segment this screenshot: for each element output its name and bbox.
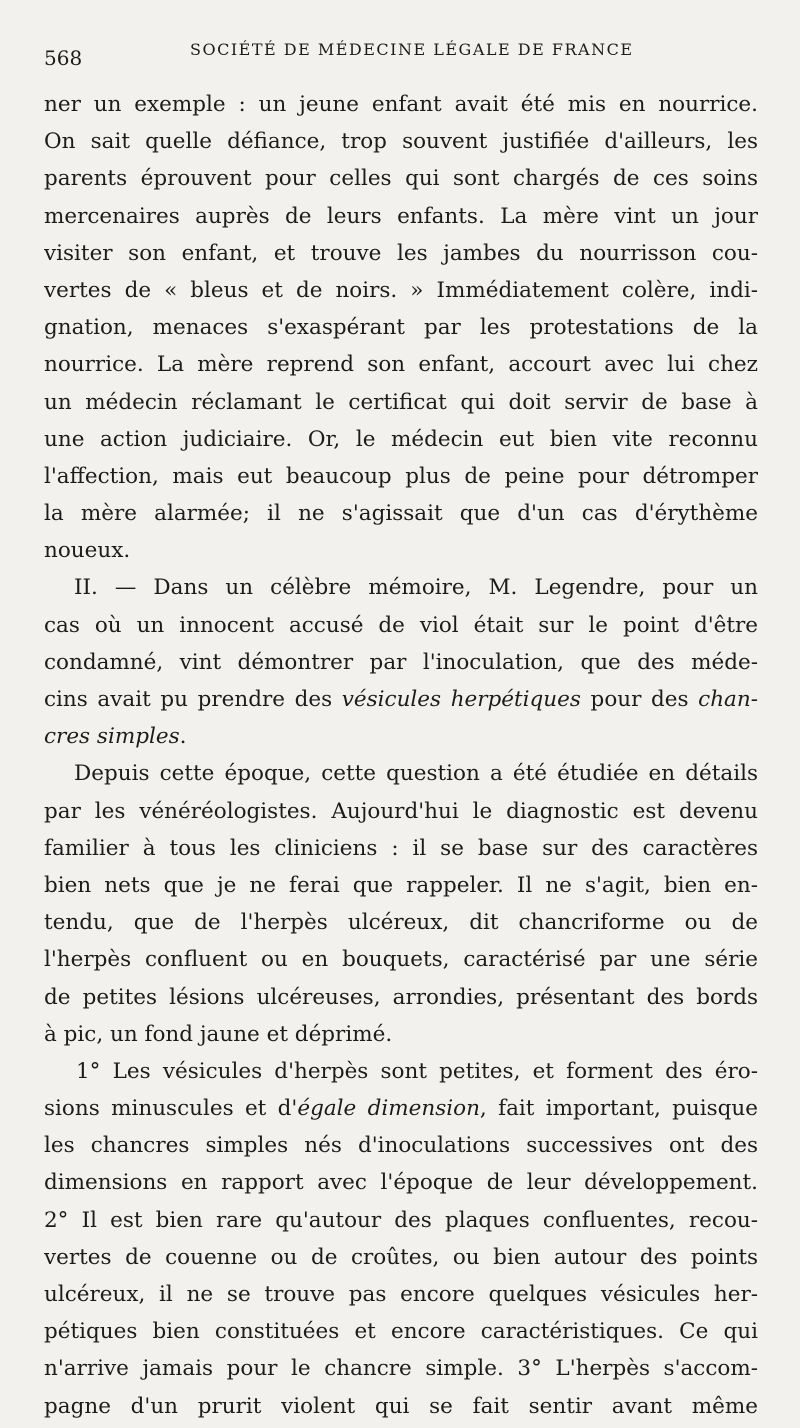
text-line bbox=[44, 1090, 758, 1127]
text-line: II. — Dans un célèbre mémoire, M. Legendre, pour un bbox=[74, 575, 758, 601]
text-line: Depuis cette époque, cette question a été étudiée en détails bbox=[74, 761, 758, 787]
text-line: mercenaires auprès de leurs enfants. La mère vint un jour bbox=[44, 203, 758, 229]
text-segment: . bbox=[179, 724, 187, 750]
text-line: n'arrive jamais pour le chancre simple. 3° L'herpès s'accom- bbox=[44, 1356, 758, 1382]
text-line: gnation, menaces s'exaspérant par les protestations de la bbox=[44, 315, 758, 341]
text-line: 1° Les vésicules d'herpès sont petites, et forment des éro- bbox=[76, 1058, 758, 1084]
text-line: vertes de couenne ou de croûtes, ou bien autour des points bbox=[44, 1244, 758, 1270]
text-line bbox=[44, 681, 758, 718]
text-line: cas où un innocent accusé de viol était sur le point d'être bbox=[44, 612, 758, 638]
text-line: condamné, vint démontrer par l'inoculation, que des méde- bbox=[44, 649, 758, 675]
text-line: On sait quelle défiance, trop souvent justifiée d'ailleurs, les bbox=[44, 129, 758, 155]
text-line: ulcéreux, il ne se trouve pas encore quelques vésicules her- bbox=[44, 1282, 758, 1307]
text-line: nourrice. La mère reprend son enfant, accourt avec lui chez bbox=[44, 352, 758, 378]
text-segment: cins avait pu prendre des bbox=[44, 687, 342, 712]
text-line: ner un exemple : un jeune enfant avait été mis en nourrice. bbox=[44, 92, 758, 117]
text-segment: , fait important, puisque bbox=[479, 1096, 758, 1122]
text-line: visiter son enfant, et trouve les jambes du nourrisson cou- bbox=[44, 240, 758, 266]
text-line: par les vénéréologistes. Aujourd'hui le diagnostic est devenu bbox=[44, 798, 758, 824]
text-segment: pour des bbox=[580, 687, 699, 712]
text-line: une action judiciaire. Or, le médecin eut bien vite reconnu bbox=[44, 426, 758, 452]
text-line: de petites lésions ulcéreuses, arrondies, présentant des bords bbox=[44, 984, 758, 1010]
text-line: l'herpès confluent ou en bouquets, caractérisé par une série bbox=[44, 947, 758, 973]
text-line: noueux. bbox=[44, 538, 131, 564]
text-line: tendu, que de l'herpès ulcéreux, dit chancriforme ou de bbox=[44, 910, 758, 936]
text-line: un médecin réclamant le certificat qui doit servir de base à bbox=[44, 389, 758, 415]
text-line: pétiques bien constituées et encore caractéristiques. Ce qui bbox=[44, 1319, 758, 1345]
text-line: à pic, un fond jaune et déprimé. bbox=[44, 1021, 393, 1047]
text-line: parents éprouvent pour celles qui sont chargés de ces soins bbox=[44, 166, 758, 192]
text-line: la mère alarmée; il ne s'agissait que d'un cas d'érythème bbox=[44, 501, 758, 527]
running-title: SOCIÉTÉ DE MÉDECINE LÉGALE DE FRANCE bbox=[190, 40, 634, 59]
body-text bbox=[44, 86, 758, 1425]
text-line: vertes de « bleus et de noirs. » Immédiatement colère, indi- bbox=[44, 277, 758, 303]
italic-term: cres simples bbox=[44, 724, 180, 750]
running-head bbox=[44, 40, 758, 74]
text-line: 2° Il est bien rare qu'autour des plaques confluentes, recou- bbox=[44, 1207, 758, 1233]
text-line: l'affection, mais eut beaucoup plus de peine pour détromper bbox=[44, 463, 758, 489]
text-line bbox=[44, 718, 758, 755]
text-line: les chancres simples nés d'inoculations successives ont des bbox=[44, 1133, 758, 1159]
text-line: dimensions en rapport avec l'époque de leur développement. bbox=[44, 1170, 758, 1196]
italic-term: vésicules herpétiques bbox=[341, 687, 581, 712]
page-number: 568 bbox=[44, 46, 83, 70]
text-line: pagne d'un prurit violent qui se fait sentir avant même bbox=[44, 1393, 758, 1419]
italic-term: chan- bbox=[698, 687, 758, 712]
text-line: familier à tous les cliniciens : il se base sur des caractères bbox=[44, 835, 758, 861]
italic-term: égale dimension bbox=[297, 1096, 480, 1122]
text-segment: sions minuscules et d' bbox=[44, 1096, 298, 1122]
text-line: bien nets que je ne ferai que rappeler. Il ne s'agit, bien en- bbox=[44, 872, 758, 898]
